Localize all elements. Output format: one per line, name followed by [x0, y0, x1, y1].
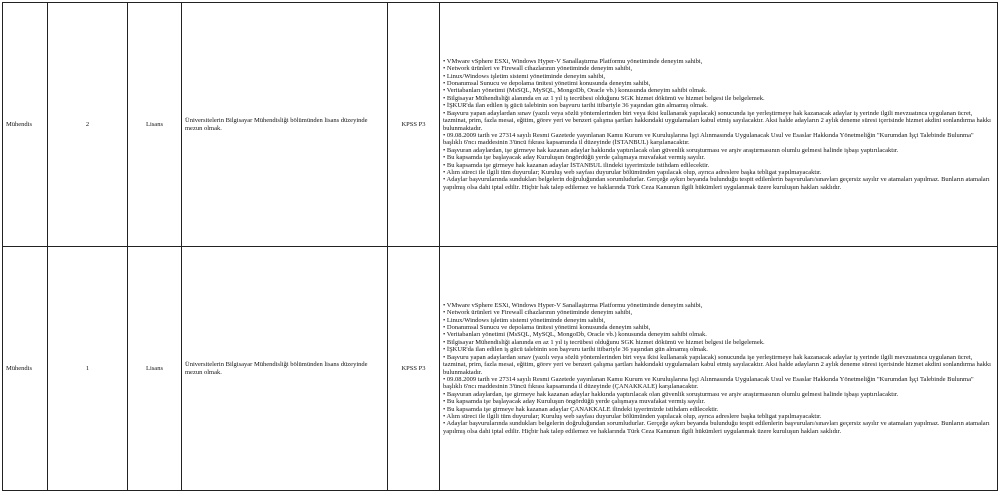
requirement-item: • Bilgisayar Mühendisliği alanında en az 1 yıl iş tecrübesi olduğunu SGK hizmet dökümü ve hizmet belgesi ile belgelemek. [443, 94, 765, 102]
count-cell: 1 [48, 247, 128, 491]
requirement-item: • Veritabanları yönetimi (MsSQL, MySQL, MongoDb, Oracle vb.) konusunda deneyim sahibi olmak. [443, 87, 707, 95]
position-cell: Mühendis [3, 3, 48, 247]
requirement-item: • VMware vSphere ESXi, Windows Hyper-V Sanallaştırma Platformu yönetiminde deneyim sahibi, [443, 301, 703, 309]
requirements-cell [440, 3, 998, 247]
requirement-item: • Bilgisayar Mühendisliği alanında en az 1 yıl iş tecrübesi olduğunu SGK hizmet dökümü ve hizmet belgesi ile belgelemek. [443, 338, 765, 346]
requirement-item: • 09.08.2009 tarih ve 27314 sayılı Resmi Gazetede yayınlanan Kamu Kurum ve Kuruluşlarına İşçi Alınmasında Uygulanacak Usul ve Esaslar Hakkında Yönetmeliğin "Kurumdan İşçi Talebinde Bulunma" başlıklı 6'ncı maddesinin 3'üncü fıkrası kapsamında il düzeyinde (ÇANAKKALE) karşılanacaktır. [443, 375, 974, 391]
requirement-item: • Alım süreci ile ilgili tüm duyurular; Kuruluş web sayfası duyurular bölümünden yapılacak olup, ayrıca adreslere başka tebligat yapılmayacaktır. [443, 168, 822, 176]
requirement-item: • Linux/Windows işletim sistemi yönetiminde deneyim sahibi, [443, 72, 606, 80]
requirement-item: • Donanımsal Sunucu ve depolama ünitesi yönetimi konusunda deneyim sahibi, [443, 80, 651, 88]
job-listing-table [2, 2, 998, 491]
table-row [3, 3, 998, 247]
requirement-item: • Başvuru yapan adaylardan sınav (yazılı veya sözlü yöntemlerinden biri veya ikisi kullanarak yapılacak) sonucunda işe yerleştirmeye hak kazanacak adaylar iş yerinde ilgili mevzuatınca uygulanan ücret, tazminat, prim, fazla mesai, eğitim, görev yeri ve benzeri çalışma şartları hakkındaki uygulamaları kabul etmiş sayılacaktır. Aksi halde adayların 2 aylık deneme süresi içerisinde hizmet akdini sonlandırma hakkı bulunmaktadır. [443, 109, 991, 132]
requirement-item: • VMware vSphere ESXi, Windows Hyper-V Sanallaştırma Platformu yönetiminde deneyim sahibi, [443, 57, 703, 65]
requirement-item: • Başvuru yapan adaylardan sınav (yazılı veya sözlü yöntemlerinden biri veya ikisi kullanarak yapılacak) sonucunda işe yerleştirmeye hak kazanacak adaylar iş yerinde ilgili mevzuatınca uygulanan ücret, tazminat, prim, fazla mesai, eğitim, görev yeri ve benzeri çalışma şartları hakkındaki uygulamaları kabul etmiş sayılacaktır. Aksi halde adayların 2 aylık deneme süresi içerisinde hizmet akdini sonlandırma hakkı bulunmaktadır. [443, 353, 991, 376]
requirement-item: • İŞKUR'da ilan edilen iş gücü talebinin son başvuru tarihi itibariyle 36 yaşından gün almamış olmak. [443, 102, 708, 110]
requirement-item: • Network ürünleri ve Firewall cihazlarının yönetiminde deneyim sahibi, [443, 309, 633, 317]
requirement-item: • 09.08.2009 tarih ve 27314 sayılı Resmi Gazetede yayınlanan Kamu Kurum ve Kuruluşlarına İşçi Alınmasında Uygulanacak Usul ve Esaslar Hakkında Yönetmeliğin "Kurumdan İşçi Talebinde Bulunma" başlıklı 6'ncı maddesinin 3'üncü fıkrası kapsamında il düzeyinde (İSTANBUL) karşılanacaktır. [443, 131, 974, 147]
requirement-item: • Bu kapsamda işe başlayacak aday Kuruluşun öngördüğü yerde çalışmaya muvafakat vermiş sayılır. [443, 398, 706, 406]
requirements-list [443, 302, 994, 435]
requirement-item: • İŞKUR'da ilan edilen iş gücü talebinin son başvuru tarihi itibariyle 36 yaşından gün almamış olmak. [443, 346, 708, 354]
requirement-item: • Alım süreci ile ilgili tüm duyurular; Kuruluş web sayfası duyurular bölümünden yapılacak olup, ayrıca adreslere başka tebligat yapılmayacaktır. [443, 412, 822, 420]
requirement-item: • Network ürünleri ve Firewall cihazlarının yönetiminde deneyim sahibi, [443, 65, 633, 73]
department-cell: Üniversitelerin Bilgisayar Mühendisliği bölümünden lisans düzeyinde mezun olmak. [182, 247, 388, 491]
requirements-list [443, 58, 994, 191]
requirement-item: • Bu kapsamda işe başlayacak aday Kuruluşun öngördüğü yerde çalışmaya muvafakat vermiş sayılır. [443, 154, 706, 162]
education-cell: Lisans [128, 3, 182, 247]
kpss-cell: KPSS P3 [388, 3, 440, 247]
requirement-item: • Başvuran adaylardan, işe girmeye hak kazanan adaylar hakkında yaptırılacak olan güvenlik soruşturması ve arşiv araştırmasının olumlu gelmesi halinde işbaşı yaptırılacaktır. [443, 390, 899, 398]
requirement-item: • Bu kapsamda işe girmeye hak kazanan adaylar ÇANAKKALE ilindeki işyerimizde istihdam edilecektir. [443, 405, 719, 413]
requirement-item: • Veritabanları yönetimi (MsSQL, MySQL, MongoDb, Oracle vb.) konusunda deneyim sahibi olmak. [443, 331, 707, 339]
education-cell: Lisans [128, 247, 182, 491]
requirements-cell [440, 247, 998, 491]
requirement-item: • Donanımsal Sunucu ve depolama ünitesi yönetimi konusunda deneyim sahibi, [443, 324, 651, 332]
position-cell: Mühendis [3, 247, 48, 491]
requirement-item: • Başvuran adaylardan, işe girmeye hak kazanan adaylar hakkında yaptırılacak olan güvenlik soruşturması ve arşiv araştırmasının olumlu gelmesi halinde işbaşı yaptırılacaktır. [443, 146, 899, 154]
requirement-item: • Adaylar başvurularında sundukları belgelerin doğruluğundan sorumludurlar. Gerçeğe aykırı beyanda bulunduğu tespit edilenlerin başvuruları/sınavları geçersiz sayılır ve atamaları yapılmaz. Bunların atamaları yapılmış olsa dahi iptal edilir. Hiçbir hak talep edilemez ve haklarında Türk Ceza Kanunun ilgili hükümleri uygulanmak üzere kuruluşun hakları saklıdır. [443, 176, 990, 191]
count-cell: 2 [48, 3, 128, 247]
requirement-item: • Bu kapsamda işe girmeye hak kazanan adaylar İSTANBUL ilindeki işyerimizde istihdam edilecektir. [443, 161, 710, 169]
requirement-item: • Linux/Windows işletim sistemi yönetiminde deneyim sahibi, [443, 316, 606, 324]
department-cell: Üniversitelerin Bilgisayar Mühendisliği bölümünden lisans düzeyinde mezun olmak. [182, 3, 388, 247]
requirement-item: • Adaylar başvurularında sundukları belgelerin doğruluğundan sorumludurlar. Gerçeğe aykırı beyanda bulunduğu tespit edilenlerin başvuruları/sınavları geçersiz sayılır ve atamaları yapılmaz. Bunların atamaları yapılmış olsa dahi iptal edilir. Hiçbir hak talep edilemez ve haklarında Türk Ceza Kanunun ilgili hükümleri uygulanmak üzere kuruluşun hakları saklıdır. [443, 420, 990, 435]
kpss-cell: KPSS P3 [388, 247, 440, 491]
table-row [3, 247, 998, 491]
